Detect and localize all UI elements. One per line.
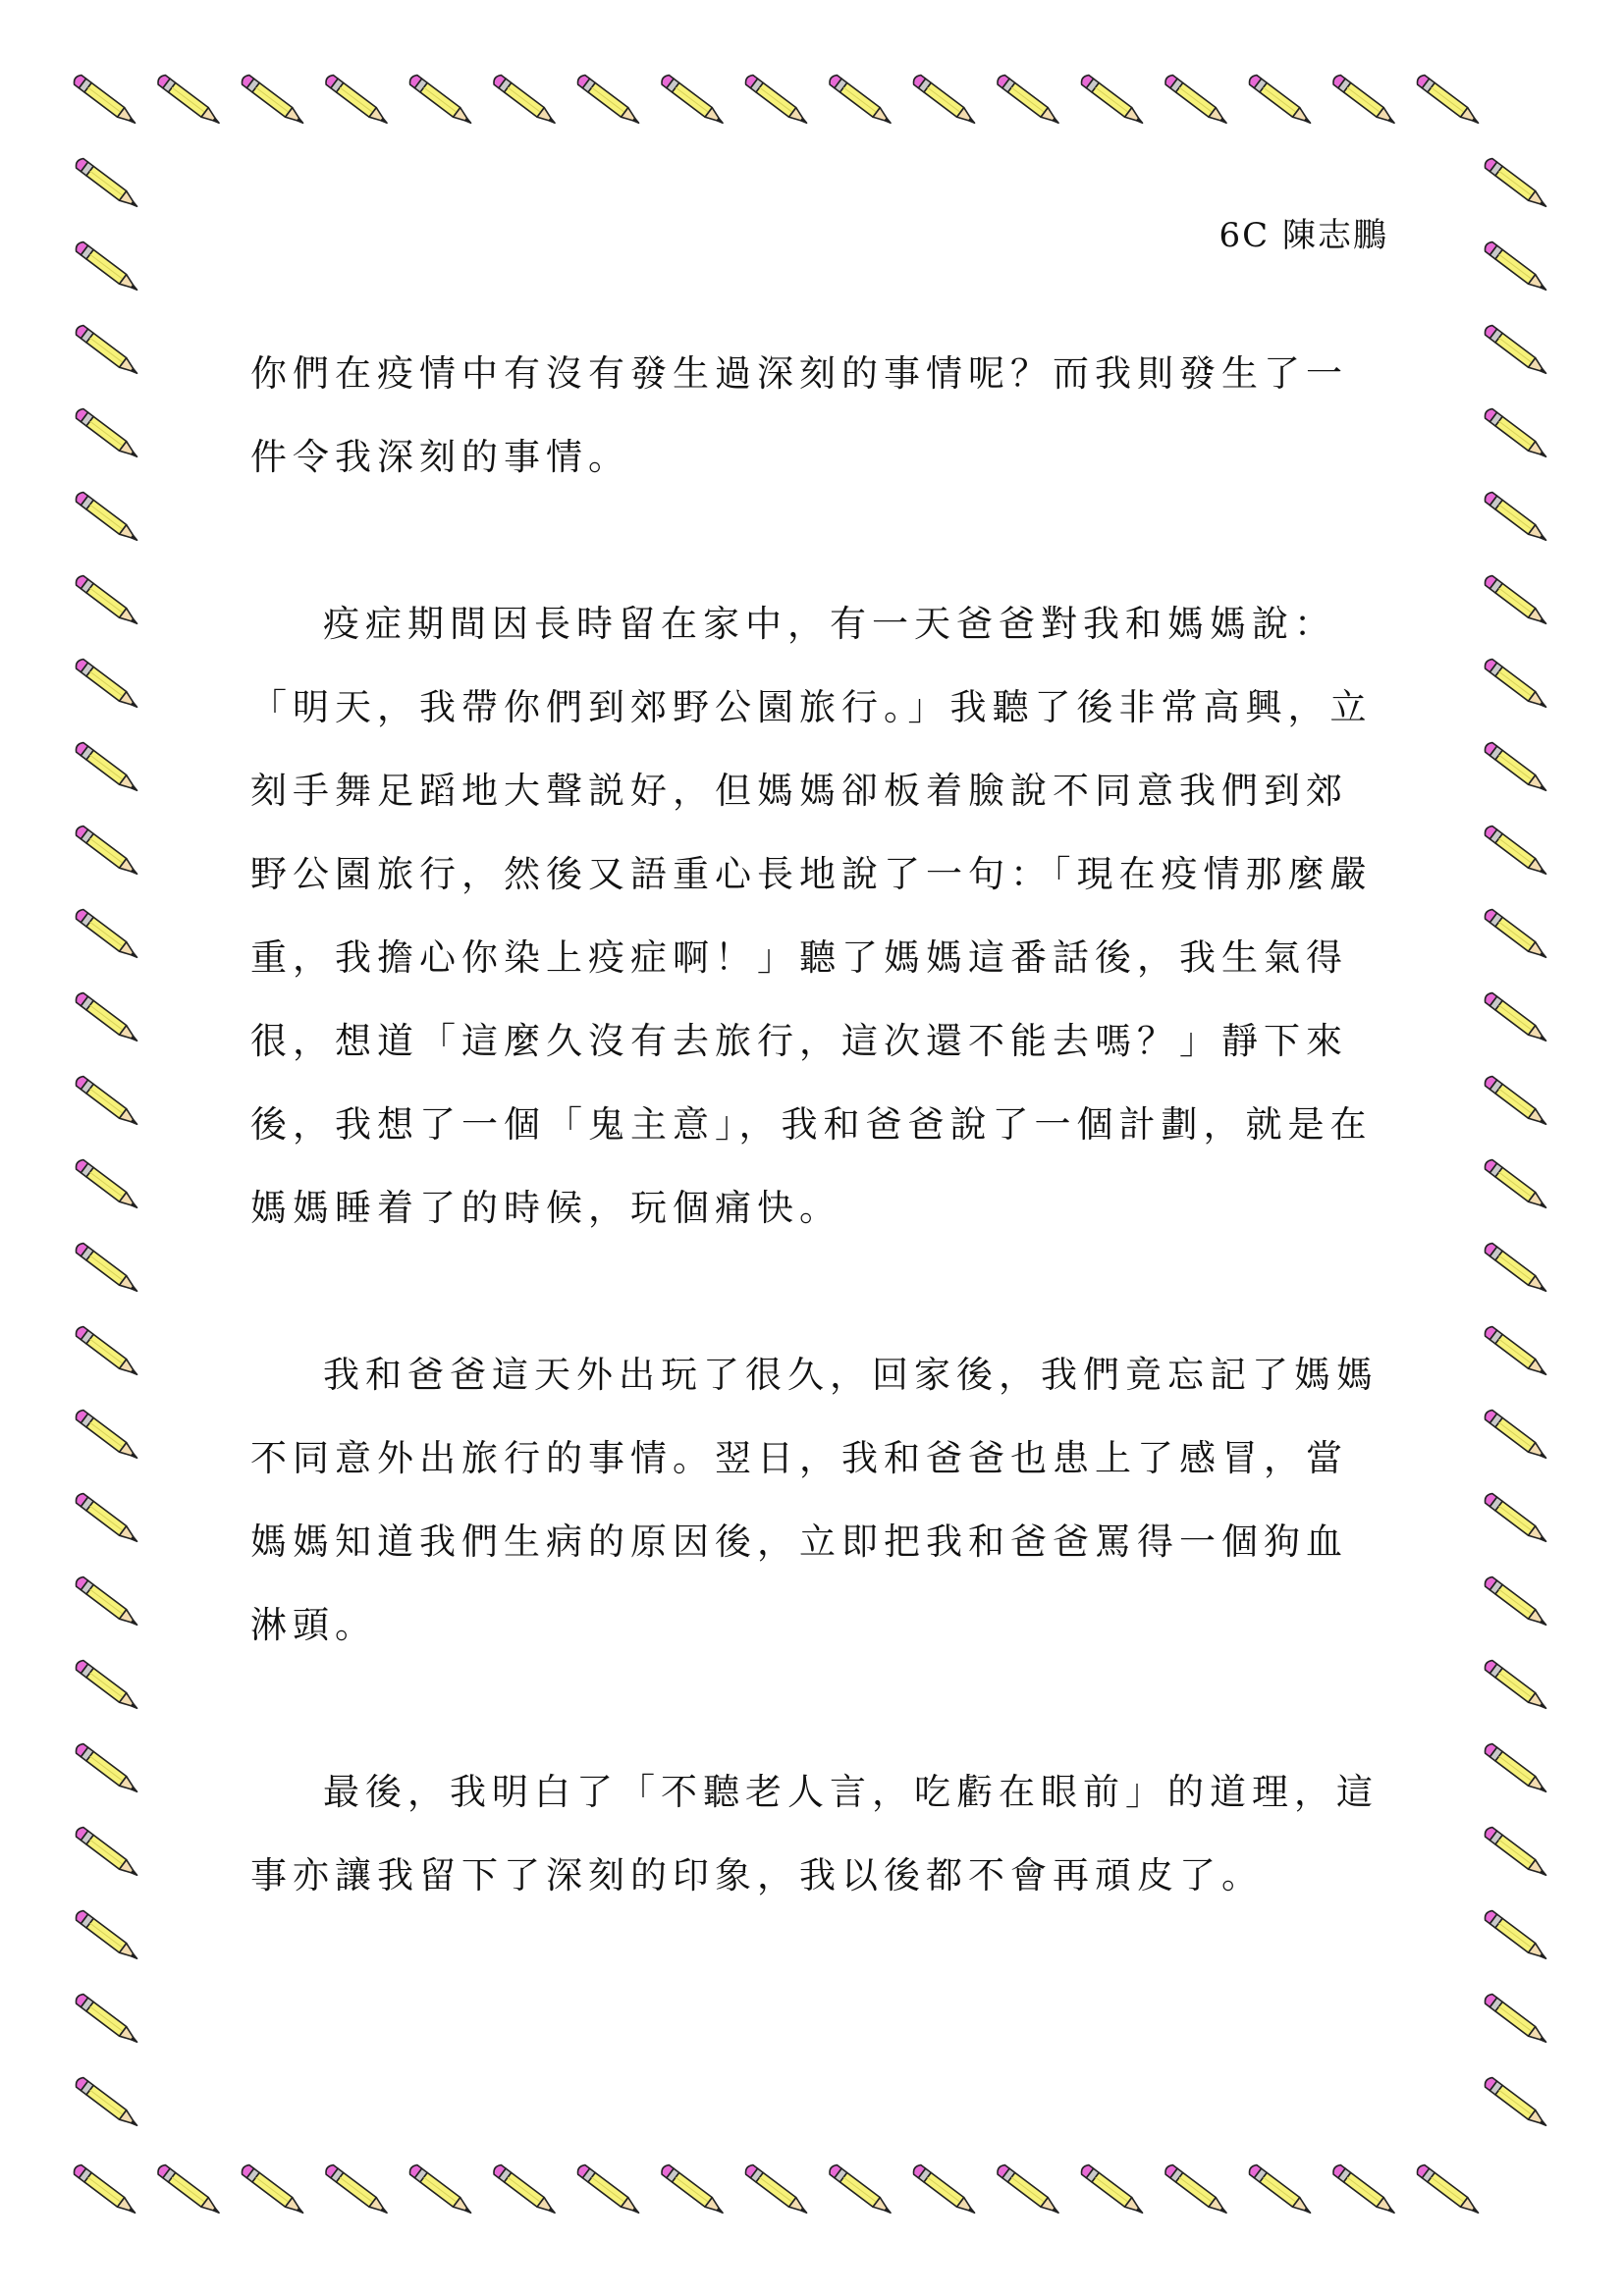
pencil-icon xyxy=(324,74,391,128)
pencil-icon xyxy=(74,741,140,795)
pencil-icon xyxy=(575,74,642,128)
pencil-icon xyxy=(74,1325,140,1379)
pencil-icon xyxy=(324,2163,391,2217)
author-name: 6C 陳志鵬 xyxy=(1218,216,1388,255)
pencil-icon xyxy=(407,2163,474,2217)
pencil-icon xyxy=(1483,1325,1549,1379)
pencil-icon xyxy=(660,2163,727,2217)
pencil-icon xyxy=(74,407,140,461)
pencil-icon xyxy=(74,1575,140,1629)
pencil-icon xyxy=(492,74,559,128)
pencil-icon xyxy=(1483,1659,1549,1713)
pencil-icon xyxy=(240,74,306,128)
pencil-icon xyxy=(1331,2163,1398,2217)
pencil-icon xyxy=(1483,407,1549,461)
essay-body xyxy=(250,332,1387,2001)
pencil-icon xyxy=(74,825,140,879)
pencil-icon xyxy=(1483,574,1549,628)
pencil-icon xyxy=(74,1659,140,1713)
pencil-icon xyxy=(156,74,223,128)
pencil-icon xyxy=(1483,908,1549,962)
pencil-icon xyxy=(407,74,474,128)
pencil-icon xyxy=(74,491,140,545)
pencil-icon xyxy=(1415,2163,1482,2217)
pencil-icon xyxy=(1483,240,1549,294)
pencil-icon xyxy=(74,1742,140,1796)
paragraph-4: 最後，我明白了「不聽老人言，吃虧在眼前」的道理，這事亦讓我留下了深刻的印象，我以後都不會再頑皮了。 xyxy=(250,1771,1379,1896)
pencil-icon xyxy=(74,574,140,628)
pencil-icon xyxy=(828,2163,894,2217)
pencil-icon xyxy=(1415,74,1482,128)
pencil-icon xyxy=(828,74,894,128)
pencil-icon xyxy=(1483,491,1549,545)
pencil-icon xyxy=(911,2163,978,2217)
pencil-icon xyxy=(74,908,140,962)
pencil-icon xyxy=(1483,1158,1549,1212)
pencil-icon xyxy=(1483,324,1549,378)
pencil-icon xyxy=(1483,825,1549,879)
pencil-icon xyxy=(240,2163,306,2217)
pencil-icon xyxy=(1483,1409,1549,1463)
pencil-icon xyxy=(996,74,1062,128)
pencil-icon xyxy=(1483,1909,1549,1963)
pencil-icon xyxy=(1483,157,1549,211)
pencil-icon xyxy=(1483,1242,1549,1296)
pencil-icon xyxy=(72,74,138,128)
pencil-icon xyxy=(1164,2163,1230,2217)
paragraph-2: 疫症期間因長時留在家中，有一天爸爸對我和媽媽說：「明天，我帶你們到郊野公園旅行。」我聽了後非常高興，立刻手舞足蹈地大聲説好，但媽媽卻板着臉說不同意我們到郊野公園旅行，然後又語重心長地說了一句：「現在疫情那麼嚴重，我擔心你染上疫症啊！」聽了媽媽這番話後，我生氣得很，想道「這麼久沒有去旅行，這次還不能去嗎？」靜下來後，我想了一個「鬼主意」，我和爸爸說了一個計劃，就是在媽媽睡着了的時候，玩個痛快。 xyxy=(250,603,1373,1229)
pencil-icon xyxy=(1247,2163,1314,2217)
pencil-icon xyxy=(743,2163,810,2217)
pencil-icon xyxy=(74,240,140,294)
pencil-icon xyxy=(575,2163,642,2217)
pencil-icon xyxy=(74,1158,140,1212)
pencil-icon xyxy=(1483,1826,1549,1880)
pencil-icon xyxy=(1483,2076,1549,2130)
pencil-icon xyxy=(1483,1993,1549,2047)
pencil-icon xyxy=(74,1242,140,1296)
pencil-icon xyxy=(74,1409,140,1463)
pencil-icon xyxy=(743,74,810,128)
pencil-icon xyxy=(1079,2163,1146,2217)
paragraph-3: 我和爸爸這天外出玩了很久，回家後，我們竟忘記了媽媽不同意外出旅行的事情。翌日，我和爸爸也患上了感冒，當媽媽知道我們生病的原因後，立即把我和爸爸罵得一個狗血淋頭。 xyxy=(250,1354,1379,1646)
paragraph-1: 你們在疫情中有沒有發生過深刻的事情呢？而我則發生了一件令我深刻的事情。 xyxy=(250,352,1348,478)
pencil-icon xyxy=(660,74,727,128)
pencil-icon xyxy=(74,324,140,378)
pencil-icon xyxy=(1483,1742,1549,1796)
pencil-icon xyxy=(1079,74,1146,128)
pencil-icon xyxy=(74,1909,140,1963)
pencil-icon xyxy=(74,2076,140,2130)
pencil-icon xyxy=(74,1826,140,1880)
pencil-icon xyxy=(156,2163,223,2217)
pencil-icon xyxy=(74,157,140,211)
pencil-icon xyxy=(492,2163,559,2217)
pencil-icon xyxy=(1247,74,1314,128)
pencil-icon xyxy=(1483,991,1549,1045)
pencil-icon xyxy=(1164,74,1230,128)
pencil-icon xyxy=(74,1075,140,1129)
pencil-icon xyxy=(1483,741,1549,795)
pencil-icon xyxy=(74,1993,140,2047)
pencil-icon xyxy=(74,658,140,712)
pencil-icon xyxy=(1483,1492,1549,1546)
pencil-icon xyxy=(996,2163,1062,2217)
pencil-icon xyxy=(74,1492,140,1546)
pencil-icon xyxy=(1483,658,1549,712)
pencil-icon xyxy=(911,74,978,128)
pencil-icon xyxy=(72,2163,138,2217)
pencil-icon xyxy=(1483,1575,1549,1629)
pencil-icon xyxy=(1331,74,1398,128)
pencil-icon xyxy=(1483,1075,1549,1129)
pencil-icon xyxy=(74,991,140,1045)
